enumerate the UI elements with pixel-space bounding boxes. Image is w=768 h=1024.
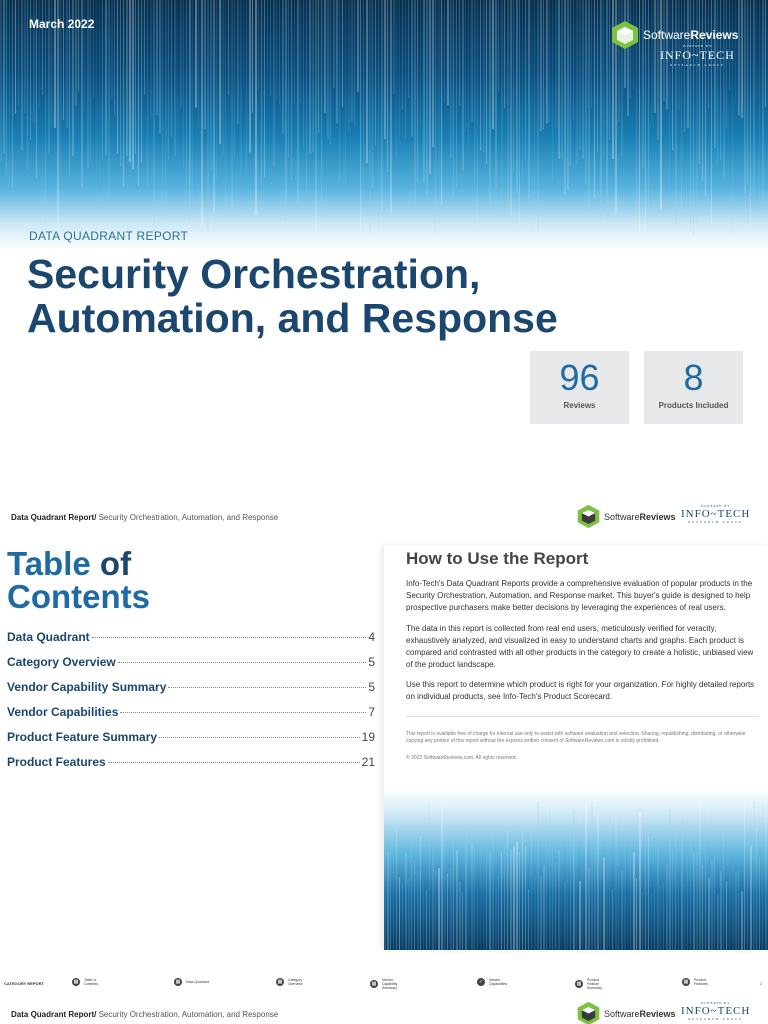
toc-item-vendor-capabilities[interactable]: Vendor Capabilities 7 <box>7 705 375 719</box>
quadrant-icon: ▦ <box>175 979 181 985</box>
next-page-header: Data Quadrant Report/ Security Orchestration, Automation, and Response SoftwareReviews POWERED BY INFO~TECH RESEARCH GROUP <box>0 997 768 1024</box>
infotech-logo: POWERED BY INFO~TECH RESEARCH GROUP <box>681 1001 751 1021</box>
nav-product-feature-summary[interactable]: ▦ Product Feature Summary <box>576 978 602 990</box>
report-title: Security Orchestration, Automation, and Response <box>27 251 558 341</box>
nav-category-label: CATEGORY REPORT <box>4 981 44 986</box>
report-type: DATA QUADRANT REPORT <box>29 229 189 243</box>
copyright-notice: © 2022 SoftwareReviews.com. All rights reserved. <box>406 755 517 761</box>
cube-logo-icon <box>576 1001 601 1024</box>
how-to-paragraph-1: Info-Tech's Data Quadrant Reports provide a comprehensive evaluation of popular products in the Security Orchestration, Automation, and Response market. This buyer's guide is designed to help prospective purchasers make better decisions by leveraging the experiences of real users. <box>406 579 753 612</box>
table-icon: ▦ <box>73 979 79 985</box>
how-to-paragraph-2: The data in this report is collected from real end users, meticulously verified for veracity, exhaustively analyzed, and visualized in easy to understand charts and graphs. Each product is compared and contrasted with all other products in the category to create a holistic, unbiased view of the product landscape. <box>406 624 754 669</box>
toc-item-data-quadrant[interactable]: Data Quadrant 4 <box>7 630 375 644</box>
page-number: 2 <box>760 981 763 986</box>
infotech-logo: POWERED BY INFO~TECH RESEARCH GROUP <box>660 44 735 67</box>
divider <box>406 716 758 717</box>
toc-item-product-feature-summary[interactable]: Product Feature Summary 19 <box>7 730 375 744</box>
softwarereviews-logo: SoftwareReviews <box>576 504 676 529</box>
toc-item-category-overview[interactable]: Category Overview 5 <box>7 655 375 669</box>
feature-summary-icon: ▦ <box>576 981 582 987</box>
brand-name-light: Software <box>643 28 691 42</box>
page-header <box>0 500 768 540</box>
how-to-paragraph-3: Use this report to determine which product is right for your organization. For highly detailed reports on individual products, see Info-Tech's Product Scorecard. <box>406 680 755 701</box>
toc-list <box>7 630 375 780</box>
cube-logo-icon <box>576 504 601 529</box>
nav-data-quadrant[interactable]: ▦ Data Quadrant <box>175 979 209 985</box>
reviews-stat: 96 Reviews <box>530 351 629 424</box>
check-icon: ✓ <box>478 979 484 985</box>
toc-heading: Table of Contents <box>7 545 150 615</box>
nav-product-features[interactable]: ▦ Product Features <box>683 978 708 986</box>
header-section: Security Orchestration, Automation, and Response <box>96 513 279 522</box>
nav-category-overview[interactable]: ▦ Category Overview <box>277 978 303 986</box>
softwarereviews-logo: SoftwareReviews <box>576 1001 676 1024</box>
toc-item-product-features[interactable]: Product Features 21 <box>7 755 375 769</box>
infotech-logo: POWERED BY INFO~TECH RESEARCH GROUP <box>681 504 751 524</box>
report-date: March 2022 <box>29 17 95 31</box>
toc-item-vendor-capability-summary[interactable]: Vendor Capability Summary 5 <box>7 680 375 694</box>
how-to-heading: How to Use the Report <box>406 549 589 568</box>
how-to-use-panel <box>384 545 768 950</box>
cube-logo-icon <box>610 20 640 50</box>
nav-vendor-capabilities[interactable]: ✓ Vendor Capabilities <box>478 978 508 986</box>
nav-table-of-contents[interactable]: ▦ Table of Contents <box>73 978 99 986</box>
nav-vendor-capability-summary[interactable]: ▦ Vendor Capability Summary <box>371 978 398 990</box>
report-navigation <box>0 975 768 995</box>
cover-page <box>0 0 768 450</box>
summary-icon: ▦ <box>371 981 377 987</box>
header-prefix: Data Quadrant Report/ <box>11 513 97 522</box>
brand-name-bold: Reviews <box>690 28 739 42</box>
overview-icon: ▦ <box>277 979 283 985</box>
features-icon: ▦ <box>683 979 689 985</box>
panel-bars-graphic <box>384 790 768 950</box>
usage-disclaimer: This report is available free of charge for internal use only to assist with software evaluation and selection. Sharing, republishing, distributing, or otherwise copying any portion of this report without the express written consent of SoftwareReviews.com is strictly prohibited. <box>406 731 746 744</box>
products-stat: 8 Products Included <box>644 351 743 424</box>
